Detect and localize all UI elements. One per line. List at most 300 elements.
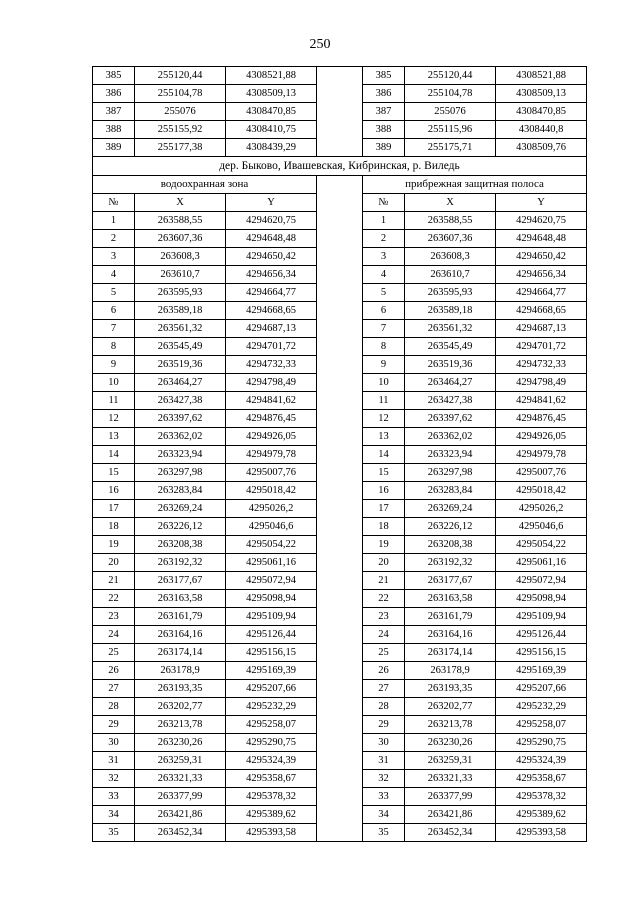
right-point-number: 11 [363,392,405,410]
right-x-value: 263163,58 [405,590,496,608]
right-y-value: 4295290,75 [496,734,587,752]
right-y-value: 4295389,62 [496,806,587,824]
table-row [93,788,587,806]
column-gap [317,644,363,662]
left-y-value: 4295324,39 [226,752,317,770]
right-y-value: 4295393,58 [496,824,587,842]
column-gap [317,608,363,626]
column-gap [317,428,363,446]
left-point-number: 27 [93,680,135,698]
right-point-number: 388 [363,121,405,139]
left-y-value: 4295046,6 [226,518,317,536]
left-y-value: 4294664,77 [226,284,317,302]
right-point-number: 27 [363,680,405,698]
right-y-value: 4308440,8 [496,121,587,139]
left-point-number: 386 [93,85,135,103]
right-point-number: 18 [363,518,405,536]
right-point-number: 12 [363,410,405,428]
column-gap [317,103,363,121]
left-x-value: 263427,38 [135,392,226,410]
left-y-value: 4295232,29 [226,698,317,716]
column-gap [317,356,363,374]
left-y-value: 4294650,42 [226,248,317,266]
table-row [93,230,587,248]
right-y-value: 4295378,32 [496,788,587,806]
right-x-value: 263362,02 [405,428,496,446]
right-y-value: 4308521,88 [496,67,587,85]
table-row [93,85,587,103]
left-point-number: 30 [93,734,135,752]
column-gap [317,824,363,842]
table-row [93,716,587,734]
left-point-number: 6 [93,302,135,320]
table-row [93,698,587,716]
right-x-value: 263608,3 [405,248,496,266]
table-row [93,590,587,608]
right-x-value: 263202,77 [405,698,496,716]
left-y-value: 4294668,65 [226,302,317,320]
left-zone-title: водоохранная зона [93,176,317,194]
left-y-value: 4308521,88 [226,67,317,85]
left-y-value: 4295389,62 [226,806,317,824]
table-row [93,410,587,428]
right-x-value: 263297,98 [405,464,496,482]
table-row [93,139,587,157]
column-gap [317,230,363,248]
left-x-value: 263464,27 [135,374,226,392]
column-gap [317,572,363,590]
left-x-value: 263610,7 [135,266,226,284]
right-point-number: 13 [363,428,405,446]
left-x-value: 263362,02 [135,428,226,446]
table-row [93,734,587,752]
left-x-value: 263323,94 [135,446,226,464]
left-point-number: 14 [93,446,135,464]
left-x-value: 263213,78 [135,716,226,734]
table-row [93,248,587,266]
right-point-number: 387 [363,103,405,121]
column-gap [317,734,363,752]
left-y-value: 4294798,49 [226,374,317,392]
right-x-value: 263164,16 [405,626,496,644]
left-y-value: 4295061,16 [226,554,317,572]
column-gap [317,500,363,518]
right-x-value: 263178,9 [405,662,496,680]
right-point-number: 385 [363,67,405,85]
right-point-number: 19 [363,536,405,554]
left-y-value: 4295169,39 [226,662,317,680]
right-y-value: 4295358,67 [496,770,587,788]
table-row [93,356,587,374]
right-point-number: 9 [363,356,405,374]
left-point-number: 10 [93,374,135,392]
left-point-number: 25 [93,644,135,662]
right-x-value: 263193,35 [405,680,496,698]
right-point-number: 26 [363,662,405,680]
left-y-value: 4308410,75 [226,121,317,139]
left-x-value: 263397,62 [135,410,226,428]
left-x-value: 263192,32 [135,554,226,572]
left-x-value: 255177,38 [135,139,226,157]
page-number: 250 [309,37,331,52]
left-x-value: 263321,33 [135,770,226,788]
left-point-number: 4 [93,266,135,284]
column-gap [317,320,363,338]
column-gap [317,446,363,464]
left-x-value: 263226,12 [135,518,226,536]
left-point-number: 3 [93,248,135,266]
right-y-value: 4295156,15 [496,644,587,662]
left-point-number: 16 [93,482,135,500]
left-x-value: 263283,84 [135,482,226,500]
left-point-number: 9 [93,356,135,374]
table-row [93,752,587,770]
right-point-number: 14 [363,446,405,464]
table-row [93,554,587,572]
table-row [93,266,587,284]
right-x-value: 263259,31 [405,752,496,770]
left-y-value: 4295018,42 [226,482,317,500]
left-y-value: 4294979,78 [226,446,317,464]
left-x-value: 263519,36 [135,356,226,374]
right-y-value: 4295072,94 [496,572,587,590]
left-point-number: 29 [93,716,135,734]
column-gap [317,536,363,554]
right-y-value: 4294926,05 [496,428,587,446]
table-row [93,212,587,230]
right-x-value: 263464,27 [405,374,496,392]
table-row [93,284,587,302]
left-x-value: 263174,14 [135,644,226,662]
right-x-value: 263377,99 [405,788,496,806]
right-y-value: 4294648,48 [496,230,587,248]
right-point-number: 35 [363,824,405,842]
right-point-number: 5 [363,284,405,302]
right-x-value: 263323,94 [405,446,496,464]
left-point-number: 21 [93,572,135,590]
left-point-number: 24 [93,626,135,644]
right-x-value: 263452,34 [405,824,496,842]
left-point-number: 385 [93,67,135,85]
left-x-value: 263452,34 [135,824,226,842]
right-point-number: 24 [363,626,405,644]
column-gap [317,266,363,284]
table-row [93,626,587,644]
right-y-value: 4294620,75 [496,212,587,230]
right-point-number: 21 [363,572,405,590]
right-y-value: 4295324,39 [496,752,587,770]
column-gap [317,248,363,266]
left-y-value: 4295109,94 [226,608,317,626]
right-y-value: 4308470,85 [496,103,587,121]
left-y-value: 4294687,13 [226,320,317,338]
column-gap [317,518,363,536]
right-x-value: 263177,67 [405,572,496,590]
table-row [93,608,587,626]
right-y-value: 4294668,65 [496,302,587,320]
left-y-value: 4295156,15 [226,644,317,662]
column-gap [317,212,363,230]
right-y-value: 4295232,29 [496,698,587,716]
right-y-value: 4294701,72 [496,338,587,356]
column-gap [317,698,363,716]
column-gap [317,770,363,788]
table-row [93,428,587,446]
right-point-number: 16 [363,482,405,500]
left-x-value: 263163,58 [135,590,226,608]
right-y-value: 4294979,78 [496,446,587,464]
right-x-value: 263283,84 [405,482,496,500]
right-x-value: 255120,44 [405,67,496,85]
left-point-number: 23 [93,608,135,626]
right-x-value: 255115,96 [405,121,496,139]
right-x-value: 263230,26 [405,734,496,752]
left-point-number: 1 [93,212,135,230]
right-y-value: 4295126,44 [496,626,587,644]
right-point-number: 32 [363,770,405,788]
right-x-value: 263607,36 [405,230,496,248]
left-y-value: 4308470,85 [226,103,317,121]
right-x-value: 255104,78 [405,85,496,103]
left-x-value: 263208,38 [135,536,226,554]
right-x-value: 263208,38 [405,536,496,554]
left-y-value: 4295026,2 [226,500,317,518]
right-header-y: Y [496,194,587,212]
left-x-value: 255104,78 [135,85,226,103]
right-x-value: 263269,24 [405,500,496,518]
right-y-value: 4294876,45 [496,410,587,428]
left-point-number: 35 [93,824,135,842]
right-zone-title: прибрежная защитная полоса [363,176,587,194]
left-x-value: 263421,86 [135,806,226,824]
column-gap [317,788,363,806]
left-point-number: 11 [93,392,135,410]
table-row [93,644,587,662]
right-point-number: 22 [363,590,405,608]
table-row [93,121,587,139]
left-x-value: 263177,67 [135,572,226,590]
left-point-number: 33 [93,788,135,806]
right-point-number: 386 [363,85,405,103]
left-point-number: 388 [93,121,135,139]
left-x-value: 263164,16 [135,626,226,644]
column-gap [317,716,363,734]
column-gap [317,338,363,356]
right-x-value: 263192,32 [405,554,496,572]
right-point-number: 7 [363,320,405,338]
left-point-number: 15 [93,464,135,482]
table-row [93,824,587,842]
right-header-number: № [363,194,405,212]
table-row [93,374,587,392]
right-y-value: 4295046,6 [496,518,587,536]
right-point-number: 4 [363,266,405,284]
left-x-value: 263230,26 [135,734,226,752]
left-point-number: 22 [93,590,135,608]
column-gap [317,626,363,644]
right-point-number: 34 [363,806,405,824]
table-row [93,806,587,824]
column-gap [317,590,363,608]
left-point-number: 13 [93,428,135,446]
right-x-value: 255076 [405,103,496,121]
column-gap [317,67,363,85]
left-y-value: 4294648,48 [226,230,317,248]
table-row [93,338,587,356]
left-y-value: 4295290,75 [226,734,317,752]
left-y-value: 4295098,94 [226,590,317,608]
left-x-value: 263161,79 [135,608,226,626]
left-y-value: 4294926,05 [226,428,317,446]
right-y-value: 4308509,76 [496,139,587,157]
left-x-value: 263608,3 [135,248,226,266]
column-gap [317,85,363,103]
right-point-number: 33 [363,788,405,806]
left-y-value: 4295358,67 [226,770,317,788]
left-x-value: 263588,55 [135,212,226,230]
left-x-value: 263202,77 [135,698,226,716]
column-gap [317,662,363,680]
right-point-number: 389 [363,139,405,157]
left-x-value: 263259,31 [135,752,226,770]
table-row [93,770,587,788]
right-point-number: 17 [363,500,405,518]
right-x-value: 255175,71 [405,139,496,157]
table-row [93,536,587,554]
left-y-value: 4295007,76 [226,464,317,482]
right-y-value: 4294687,13 [496,320,587,338]
left-y-value: 4294620,75 [226,212,317,230]
right-x-value: 263519,36 [405,356,496,374]
left-y-value: 4294701,72 [226,338,317,356]
left-y-value: 4308509,13 [226,85,317,103]
left-y-value: 4295072,94 [226,572,317,590]
right-y-value: 4294664,77 [496,284,587,302]
left-point-number: 387 [93,103,135,121]
left-point-number: 19 [93,536,135,554]
left-x-value: 263178,9 [135,662,226,680]
column-gap [317,410,363,428]
left-x-value: 263607,36 [135,230,226,248]
right-x-value: 263213,78 [405,716,496,734]
column-gap [317,554,363,572]
right-x-value: 263161,79 [405,608,496,626]
right-y-value: 4295054,22 [496,536,587,554]
left-y-value: 4294732,33 [226,356,317,374]
right-y-value: 4308509,13 [496,85,587,103]
right-y-value: 4294650,42 [496,248,587,266]
column-gap [317,464,363,482]
coordinates-table [92,66,587,842]
table-row [93,572,587,590]
right-x-value: 263321,33 [405,770,496,788]
right-point-number: 28 [363,698,405,716]
left-y-value: 4295207,66 [226,680,317,698]
left-y-value: 4295378,32 [226,788,317,806]
right-point-number: 15 [363,464,405,482]
left-y-value: 4295126,44 [226,626,317,644]
left-point-number: 17 [93,500,135,518]
right-x-value: 263421,86 [405,806,496,824]
column-gap [317,392,363,410]
column-gap [317,752,363,770]
left-x-value: 255155,92 [135,121,226,139]
left-header-x: X [135,194,226,212]
column-gap [317,482,363,500]
column-gap [317,806,363,824]
table-row [93,680,587,698]
left-point-number: 20 [93,554,135,572]
right-point-number: 30 [363,734,405,752]
table-row [93,302,587,320]
right-point-number: 3 [363,248,405,266]
right-point-number: 25 [363,644,405,662]
table-row [93,500,587,518]
right-x-value: 263561,32 [405,320,496,338]
left-x-value: 263269,24 [135,500,226,518]
left-point-number: 8 [93,338,135,356]
left-x-value: 255120,44 [135,67,226,85]
column-gap [317,680,363,698]
right-point-number: 6 [363,302,405,320]
left-y-value: 4295393,58 [226,824,317,842]
left-y-value: 4308439,29 [226,139,317,157]
left-y-value: 4294876,45 [226,410,317,428]
right-x-value: 263595,93 [405,284,496,302]
right-point-number: 10 [363,374,405,392]
column-gap [317,121,363,139]
left-y-value: 4295258,07 [226,716,317,734]
left-point-number: 7 [93,320,135,338]
left-y-value: 4294841,62 [226,392,317,410]
right-x-value: 263397,62 [405,410,496,428]
left-x-value: 263589,18 [135,302,226,320]
column-gap [317,374,363,392]
right-y-value: 4295026,2 [496,500,587,518]
table-header [93,157,587,212]
right-y-value: 4295007,76 [496,464,587,482]
left-point-number: 28 [93,698,135,716]
left-header-number: № [93,194,135,212]
table-row [93,67,587,85]
table-row [93,464,587,482]
left-point-number: 2 [93,230,135,248]
right-y-value: 4294798,49 [496,374,587,392]
column-gap [317,302,363,320]
right-point-number: 1 [363,212,405,230]
right-y-value: 4295061,16 [496,554,587,572]
right-y-value: 4295018,42 [496,482,587,500]
left-point-number: 31 [93,752,135,770]
left-point-number: 32 [93,770,135,788]
right-point-number: 2 [363,230,405,248]
right-point-number: 31 [363,752,405,770]
left-x-value: 263297,98 [135,464,226,482]
right-point-number: 8 [363,338,405,356]
left-point-number: 5 [93,284,135,302]
left-point-number: 18 [93,518,135,536]
column-gap [317,284,363,302]
right-y-value: 4295109,94 [496,608,587,626]
right-point-number: 29 [363,716,405,734]
left-point-number: 12 [93,410,135,428]
right-point-number: 23 [363,608,405,626]
table-row [93,103,587,121]
table-row [93,392,587,410]
right-x-value: 263427,38 [405,392,496,410]
right-header-x: X [405,194,496,212]
left-x-value: 263193,35 [135,680,226,698]
